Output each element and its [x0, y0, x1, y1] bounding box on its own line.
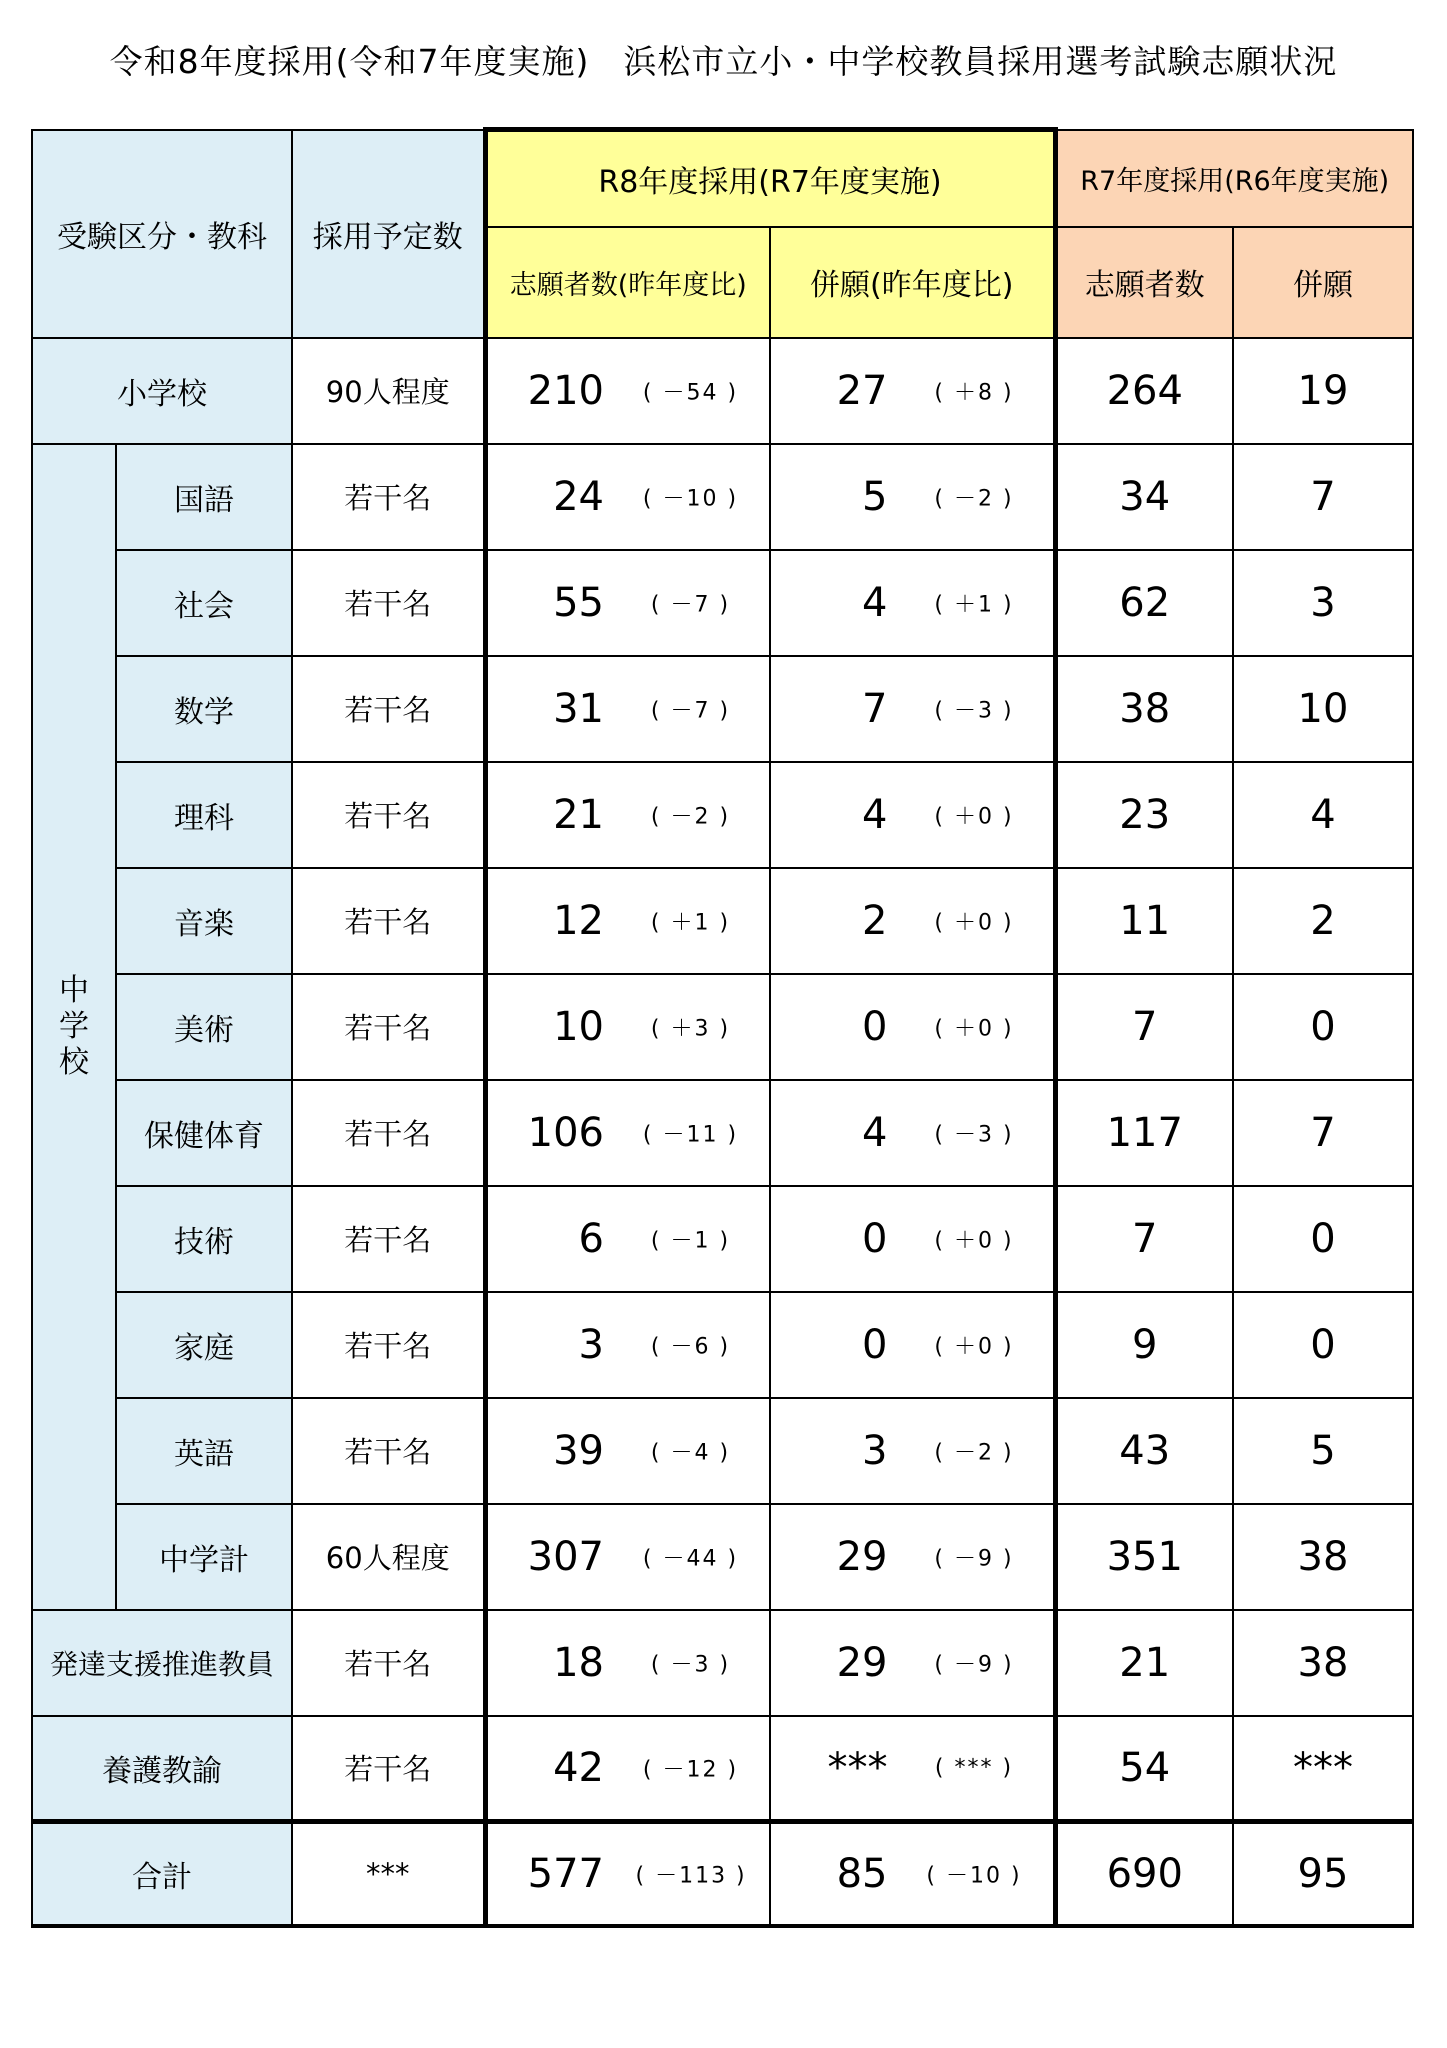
- r8-concurrent-diff: ( －3 ): [934, 1122, 1014, 1147]
- category-name: 小学校: [32, 338, 292, 444]
- category-name: 家庭: [116, 1292, 292, 1398]
- header-r8-applicants: 志願者数(昨年度比): [485, 227, 770, 338]
- r8-concurrent-diff: ( －2 ): [934, 1440, 1014, 1465]
- category-name: 音楽: [116, 868, 292, 974]
- header-planned: 採用予定数: [292, 130, 485, 338]
- r8-concurrent: 0: [862, 1215, 888, 1262]
- planned-count: 若干名: [292, 868, 485, 974]
- header-r7-concurrent: 併願: [1233, 227, 1413, 338]
- category-name: 数学: [116, 656, 292, 762]
- r7-applicants: 21: [1055, 1610, 1233, 1716]
- r8-applicants: 210: [527, 367, 604, 414]
- r8-applicants-diff: ( －113 ): [635, 1863, 747, 1889]
- r8-concurrent: 4: [862, 579, 888, 626]
- r7-concurrent: 3: [1233, 550, 1413, 656]
- r8-applicants: 21: [553, 791, 604, 838]
- r7-concurrent: 0: [1233, 1186, 1413, 1292]
- category-name: 社会: [116, 550, 292, 656]
- r8-concurrent-diff: ( ＋0 ): [934, 804, 1014, 829]
- r8-concurrent-diff: ( ＋0 ): [934, 1334, 1014, 1359]
- header-category: 受験区分・教科: [32, 130, 292, 338]
- r8-concurrent: 85: [836, 1850, 888, 1897]
- r7-applicants: 43: [1055, 1398, 1233, 1504]
- r8-concurrent-cell: [770, 1822, 1055, 1926]
- r8-applicants: 24: [553, 473, 604, 520]
- r8-applicants-cell: [485, 550, 770, 656]
- r7-concurrent: ***: [1233, 1716, 1413, 1822]
- header-r7-group: R7年度採用(R6年度実施): [1055, 130, 1413, 227]
- r8-applicants-cell: [485, 1610, 770, 1716]
- planned-count: 若干名: [292, 1398, 485, 1504]
- r8-applicants-cell: [485, 444, 770, 550]
- r7-applicants: 62: [1055, 550, 1233, 656]
- r8-applicants-cell: [485, 338, 770, 444]
- table-row-total: [32, 1822, 1413, 1926]
- table-row: [32, 1504, 1413, 1610]
- r8-concurrent: ***: [827, 1744, 888, 1791]
- r8-concurrent-diff: ( ＋8 ): [934, 380, 1014, 405]
- table-row: [32, 1080, 1413, 1186]
- category-name: 中学計: [116, 1504, 292, 1610]
- r7-concurrent: 19: [1233, 338, 1413, 444]
- r8-applicants-diff: ( ＋3 ): [650, 1016, 731, 1041]
- r8-applicants-cell: [485, 1716, 770, 1822]
- r8-concurrent-diff: ( －3 ): [934, 698, 1014, 723]
- r8-applicants-diff: ( －54 ): [642, 380, 739, 405]
- r8-concurrent: 0: [862, 1003, 888, 1050]
- page-title: 令和8年度採用(令和7年度実施) 浜松市立小・中学校教員採用選考試験志願状況: [109, 42, 1338, 81]
- r8-concurrent: 3: [862, 1427, 888, 1474]
- r8-concurrent: 29: [836, 1533, 888, 1580]
- r8-concurrent: 0: [862, 1321, 888, 1368]
- r7-concurrent: 38: [1233, 1610, 1413, 1716]
- r8-applicants: 307: [527, 1533, 604, 1580]
- planned-count: 若干名: [292, 1186, 485, 1292]
- category-name: 養護教諭: [32, 1716, 292, 1822]
- r8-concurrent-cell: [770, 1716, 1055, 1822]
- r8-concurrent-cell: [770, 1292, 1055, 1398]
- r7-applicants: 351: [1055, 1504, 1233, 1610]
- r7-applicants: 54: [1055, 1716, 1233, 1822]
- table-row: [32, 338, 1413, 444]
- planned-count: 若干名: [292, 1610, 485, 1716]
- table-row: [32, 656, 1413, 762]
- table-row: [32, 762, 1413, 868]
- table-row: [32, 868, 1413, 974]
- r8-concurrent-cell: [770, 1398, 1055, 1504]
- header-r7-applicants: 志願者数: [1055, 227, 1233, 338]
- planned-count: 若干名: [292, 974, 485, 1080]
- table-row: [32, 974, 1413, 1080]
- category-name: 国語: [116, 444, 292, 550]
- planned-count: 若干名: [292, 550, 485, 656]
- r8-concurrent-diff: ( －10 ): [926, 1863, 1022, 1889]
- r8-applicants-diff: ( －2 ): [650, 804, 731, 829]
- planned-count: 若干名: [292, 762, 485, 868]
- r7-concurrent: 38: [1233, 1504, 1413, 1610]
- category-name: 保健体育: [116, 1080, 292, 1186]
- r8-applicants-diff: ( －12 ): [642, 1757, 739, 1783]
- r7-concurrent: 95: [1233, 1822, 1413, 1926]
- r8-applicants: 31: [553, 685, 604, 732]
- table-row: [32, 1716, 1413, 1822]
- r8-concurrent: 27: [836, 367, 888, 414]
- r8-applicants-cell: [485, 1080, 770, 1186]
- planned-count: 若干名: [292, 1716, 485, 1822]
- r8-concurrent: 4: [862, 791, 888, 838]
- r8-concurrent-diff: ( ＋0 ): [934, 1016, 1014, 1041]
- table-row: [32, 1610, 1413, 1716]
- table-row: [32, 444, 1413, 550]
- planned-count: 90人程度: [292, 338, 485, 444]
- r8-concurrent: 29: [836, 1639, 888, 1686]
- category-name: 技術: [116, 1186, 292, 1292]
- r8-applicants: 42: [553, 1744, 604, 1791]
- r7-applicants: 690: [1055, 1822, 1233, 1926]
- r8-applicants: 10: [553, 1003, 604, 1050]
- r8-concurrent-cell: [770, 1610, 1055, 1716]
- r8-concurrent-cell: [770, 1080, 1055, 1186]
- r8-concurrent-diff: ( ＋1 ): [934, 592, 1014, 617]
- planned-count: 60人程度: [292, 1504, 485, 1610]
- r7-applicants: 11: [1055, 868, 1233, 974]
- r8-applicants-cell: [485, 1186, 770, 1292]
- header-r8-concurrent: 併願(昨年度比): [770, 227, 1055, 338]
- r8-concurrent-cell: [770, 868, 1055, 974]
- table-row: [32, 550, 1413, 656]
- r8-applicants-diff: ( －10 ): [642, 486, 739, 511]
- r8-applicants: 6: [578, 1215, 604, 1262]
- r8-applicants-diff: ( －11 ): [642, 1122, 739, 1147]
- planned-count: 若干名: [292, 444, 485, 550]
- r8-applicants-cell: [485, 1398, 770, 1504]
- category-name: 理科: [116, 762, 292, 868]
- r8-concurrent: 5: [862, 473, 888, 520]
- r8-concurrent-diff: ( －9 ): [934, 1652, 1014, 1677]
- planned-count: 若干名: [292, 656, 485, 762]
- r8-applicants: 39: [553, 1427, 604, 1474]
- r8-applicants-diff: ( －4 ): [650, 1440, 731, 1465]
- r8-applicants-diff: ( －44 ): [642, 1546, 739, 1571]
- r8-concurrent-cell: [770, 1504, 1055, 1610]
- r7-concurrent: 7: [1233, 444, 1413, 550]
- r7-applicants: 117: [1055, 1080, 1233, 1186]
- r7-concurrent: 4: [1233, 762, 1413, 868]
- r8-applicants-cell: [485, 762, 770, 868]
- r8-concurrent-cell: [770, 338, 1055, 444]
- r8-applicants-cell: [485, 656, 770, 762]
- r8-applicants-cell: [485, 1822, 770, 1926]
- r8-concurrent-cell: [770, 444, 1055, 550]
- r8-applicants-cell: [485, 1504, 770, 1610]
- planned-count: 若干名: [292, 1080, 485, 1186]
- category-name: 合計: [32, 1822, 292, 1926]
- table-row: [32, 1398, 1413, 1504]
- applicant-status-table: [31, 127, 1414, 1928]
- r7-concurrent: 0: [1233, 1292, 1413, 1398]
- r8-concurrent: 4: [862, 1109, 888, 1156]
- r7-applicants: 23: [1055, 762, 1233, 868]
- r8-applicants-diff: ( －1 ): [650, 1228, 731, 1253]
- category-name: 英語: [116, 1398, 292, 1504]
- r8-applicants: 12: [553, 897, 604, 944]
- r8-applicants: 577: [527, 1850, 604, 1897]
- r8-applicants: 55: [553, 579, 604, 626]
- r7-applicants: 9: [1055, 1292, 1233, 1398]
- r8-concurrent-diff: ( ＋0 ): [934, 910, 1014, 935]
- header-r8-group: R8年度採用(R7年度実施): [485, 130, 1055, 227]
- r8-concurrent: 2: [862, 897, 888, 944]
- r7-applicants: 7: [1055, 1186, 1233, 1292]
- planned-count: ***: [292, 1822, 485, 1926]
- r8-applicants-cell: [485, 1292, 770, 1398]
- r8-concurrent-cell: [770, 762, 1055, 868]
- r7-concurrent: 0: [1233, 974, 1413, 1080]
- r8-concurrent-cell: [770, 974, 1055, 1080]
- r7-concurrent: 2: [1233, 868, 1413, 974]
- r8-applicants-diff: ( －6 ): [650, 1334, 731, 1359]
- r8-applicants-diff: ( －3 ): [650, 1652, 731, 1677]
- table-row: [32, 1292, 1413, 1398]
- junior-high-group-label: 中 学 校: [32, 444, 116, 1610]
- r7-concurrent: 7: [1233, 1080, 1413, 1186]
- r8-concurrent-diff: ( －2 ): [934, 486, 1014, 511]
- r8-applicants: 106: [527, 1109, 604, 1156]
- r7-concurrent: 10: [1233, 656, 1413, 762]
- r8-applicants-diff: ( ＋1 ): [650, 910, 731, 935]
- planned-count: 若干名: [292, 1292, 485, 1398]
- r8-applicants: 3: [578, 1321, 604, 1368]
- r7-applicants: 34: [1055, 444, 1233, 550]
- r8-applicants-diff: ( －7 ): [650, 592, 731, 617]
- r8-applicants-diff: ( －7 ): [650, 698, 731, 723]
- r8-concurrent-cell: [770, 656, 1055, 762]
- r8-concurrent-diff: ( －9 ): [934, 1546, 1014, 1571]
- r7-applicants: 7: [1055, 974, 1233, 1080]
- category-name: 美術: [116, 974, 292, 1080]
- r7-applicants: 264: [1055, 338, 1233, 444]
- r8-concurrent: 7: [862, 685, 888, 732]
- category-name: 発達支援推進教員: [32, 1610, 292, 1716]
- r7-concurrent: 5: [1233, 1398, 1413, 1504]
- table-row: [32, 1186, 1413, 1292]
- r8-applicants-cell: [485, 974, 770, 1080]
- r8-concurrent-cell: [770, 550, 1055, 656]
- r8-applicants-cell: [485, 868, 770, 974]
- r8-concurrent-diff: ( ＋0 ): [934, 1228, 1014, 1253]
- r8-concurrent-cell: [770, 1186, 1055, 1292]
- r8-concurrent-diff: ( *** ): [934, 1755, 1014, 1781]
- r8-applicants: 18: [553, 1639, 604, 1686]
- r7-applicants: 38: [1055, 656, 1233, 762]
